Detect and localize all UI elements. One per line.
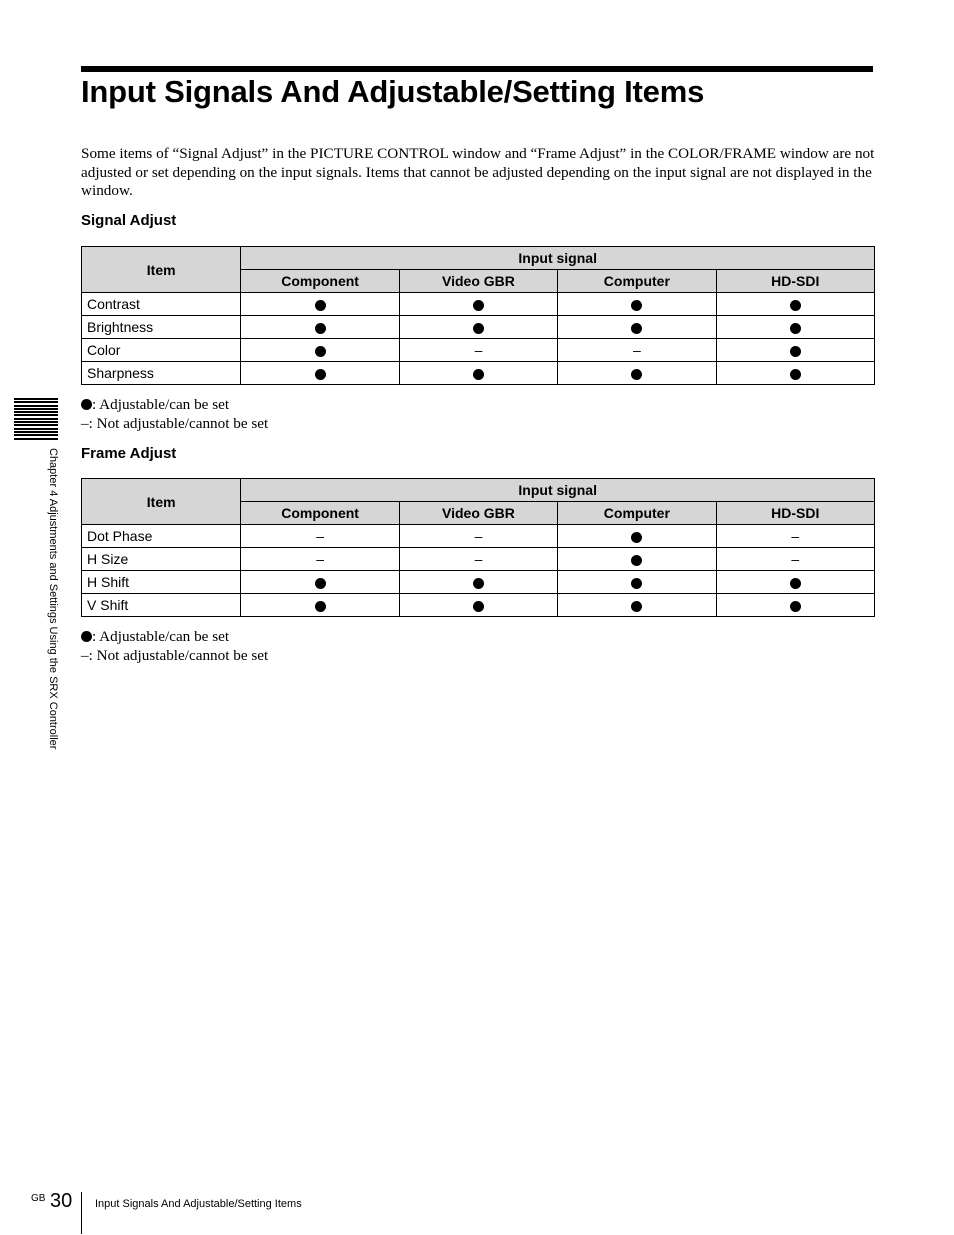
col-input-signal-header: Input signal [241, 247, 875, 270]
adjustable-dot-icon [399, 571, 557, 594]
row-item-label: Color [82, 339, 241, 362]
footer-region: GB [31, 1193, 46, 1204]
legend-adjustable: : Adjustable/can be set [92, 396, 230, 413]
frame-adjust-heading: Frame Adjust [81, 445, 177, 462]
table-row [82, 594, 875, 617]
col-header: Video GBR [399, 270, 557, 293]
dot-icon [315, 369, 326, 380]
adjustable-dot-icon [241, 362, 399, 385]
signal-legend [81, 396, 268, 433]
dot-icon [315, 601, 326, 612]
table-row [82, 525, 875, 548]
frame-adjust-table [81, 478, 875, 617]
dot-icon [790, 601, 801, 612]
table-row [82, 548, 875, 571]
adjustable-dot-icon [558, 548, 716, 571]
bullet-dot-icon [81, 399, 92, 410]
adjustable-dot-icon [241, 339, 399, 362]
col-header: HD-SDI [716, 502, 874, 525]
page-title: Input Signals And Adjustable/Setting Items [81, 74, 705, 109]
adjustable-dot-icon [241, 316, 399, 339]
intro-paragraph: Some items of “Signal Adjust” in the PICTURE CONTROL window and “Frame Adjust” in the COLOR/FRAME window are not adjusted or set depending on the input signals. Items that cannot be adjusted depending on the input signal are not displayed in the window. [81, 145, 875, 199]
dot-icon [790, 578, 801, 589]
legend-not-adjustable: –: Not adjustable/cannot be set [81, 414, 269, 432]
not-adjustable-mark: – [716, 548, 874, 571]
table-row [82, 339, 875, 362]
not-adjustable-mark: – [399, 525, 557, 548]
dot-icon [631, 578, 642, 589]
col-item-header: Item [82, 479, 241, 525]
dot-icon [473, 300, 484, 311]
signal-adjust-table [81, 246, 875, 385]
row-item-label: Contrast [82, 293, 241, 316]
adjustable-dot-icon [716, 339, 874, 362]
adjustable-dot-icon [558, 525, 716, 548]
dot-icon [315, 346, 326, 357]
footer-running-title: Input Signals And Adjustable/Setting Items [95, 1198, 302, 1210]
row-item-label: V Shift [82, 594, 241, 617]
bullet-dot-icon [81, 631, 92, 642]
dot-icon [790, 323, 801, 334]
adjustable-dot-icon [399, 293, 557, 316]
adjustable-dot-icon [716, 594, 874, 617]
dot-icon [315, 323, 326, 334]
col-header: Video GBR [399, 502, 557, 525]
adjustable-dot-icon [716, 293, 874, 316]
adjustable-dot-icon [399, 362, 557, 385]
table-row [82, 293, 875, 316]
col-input-signal-header: Input signal [241, 479, 875, 502]
dot-icon [631, 601, 642, 612]
adjustable-dot-icon [558, 316, 716, 339]
adjustable-dot-icon [558, 594, 716, 617]
signal-adjust-heading: Signal Adjust [81, 212, 177, 229]
dot-icon [315, 578, 326, 589]
dot-icon [631, 369, 642, 380]
adjustable-dot-icon [558, 362, 716, 385]
legend-adjustable: : Adjustable/can be set [92, 628, 230, 645]
adjustable-dot-icon [399, 316, 557, 339]
col-header: Component [241, 270, 399, 293]
dot-icon [790, 300, 801, 311]
dot-icon [790, 346, 801, 357]
title-rule [81, 66, 873, 72]
not-adjustable-mark: – [241, 548, 399, 571]
legend-not-adjustable: –: Not adjustable/cannot be set [81, 646, 269, 664]
table-row [82, 362, 875, 385]
adjustable-dot-icon [716, 571, 874, 594]
adjustable-dot-icon [558, 571, 716, 594]
adjustable-dot-icon [716, 316, 874, 339]
not-adjustable-mark: – [241, 525, 399, 548]
chapter-side-label: Chapter 4 Adjustments and Settings Using the SRX Controller [47, 448, 59, 750]
col-header: Computer [558, 502, 716, 525]
col-item-header: Item [82, 247, 241, 293]
adjustable-dot-icon [558, 293, 716, 316]
dot-icon [631, 555, 642, 566]
footer-page-number: 30 [50, 1190, 73, 1212]
dot-icon [473, 578, 484, 589]
adjustable-dot-icon [716, 362, 874, 385]
adjustable-dot-icon [399, 594, 557, 617]
row-item-label: Dot Phase [82, 525, 241, 548]
adjustable-dot-icon [241, 293, 399, 316]
dot-icon [631, 323, 642, 334]
dot-icon [631, 300, 642, 311]
not-adjustable-mark: – [399, 548, 557, 571]
chapter-tab-lines [14, 398, 58, 441]
col-header: HD-SDI [716, 270, 874, 293]
dot-icon [473, 323, 484, 334]
adjustable-dot-icon [241, 571, 399, 594]
dot-icon [790, 369, 801, 380]
row-item-label: H Shift [82, 571, 241, 594]
frame-legend [81, 628, 268, 665]
row-item-label: Brightness [82, 316, 241, 339]
dot-icon [631, 532, 642, 543]
col-header: Component [241, 502, 399, 525]
table-row [82, 316, 875, 339]
col-header: Computer [558, 270, 716, 293]
footer-divider [81, 1192, 82, 1234]
dot-icon [315, 300, 326, 311]
not-adjustable-mark: – [558, 339, 716, 362]
row-item-label: H Size [82, 548, 241, 571]
row-item-label: Sharpness [82, 362, 241, 385]
dot-icon [473, 601, 484, 612]
dot-icon [473, 369, 484, 380]
table-row [82, 571, 875, 594]
not-adjustable-mark: – [716, 525, 874, 548]
adjustable-dot-icon [241, 594, 399, 617]
not-adjustable-mark: – [399, 339, 557, 362]
